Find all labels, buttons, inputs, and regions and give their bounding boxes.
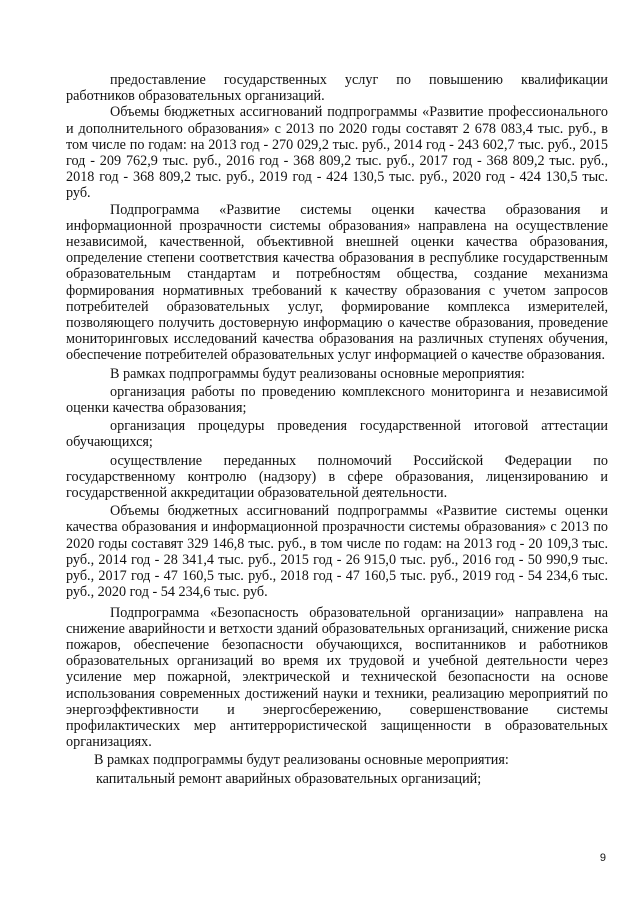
paragraph-activity-attestation: организация процедуры проведения государственной итоговой аттестации обучающихся; bbox=[66, 418, 608, 451]
paragraph-budget-quality-assessment: Объемы бюджетных ассигнований подпрограммы «Развитие системы оценки качества образования и информационной прозрачности системы образования» с 2013 по 2020 годы составят 329 146,8 тыс. руб., в том числе по годам: на 2013 год - 20 109,3 тыс. руб., 2014 год - 28 341,4 тыс. руб., 2015 год - 26 915,0 тыс. руб., 2016 год - 50 990,9 тыс. руб., 2017 год - 47 160,5 тыс. руб., 2018 год - 47 160,5 тыс. руб., 2019 год - 54 234,6 тыс. руб., 2020 год - 54 234,6 тыс. руб. bbox=[66, 503, 608, 601]
paragraph-intro-continuation: предоставление государственных услуг по повышению квалификации работников образовательных организаций. bbox=[66, 72, 608, 105]
page-number: 9 bbox=[599, 852, 606, 864]
paragraph-budget-professional-education: Объемы бюджетных ассигнований подпрограммы «Развитие профессионального и дополнительного образования» с 2013 по 2020 годы составят 2 678 083,4 тыс. руб., в том числе по годам: на 2013 год - 270 029,2 тыс. руб., 2014 год - 243 602,7 тыс. руб., 2015 год - 209 762,9 тыс. руб., 2016 год - 368 809,2 тыс. руб., 2017 год - 368 809,2 тыс. руб., 2018 год - 368 809,2 тыс. руб., 2019 год - 424 130,5 тыс. руб., 2020 год - 424 130,5 тыс. руб. bbox=[66, 104, 608, 202]
paragraph-quality-assessment-subprogram: Подпрограмма «Развитие системы оценки качества образования и информационной прозрачности системы образования» направлена на осуществление независимой, качественной, объективной внешней оценки качества образования, определение степени соответствия качества образования в республике государственным образовательным стандартам и потребностям общества, создание механизма формирования нормативных требований к качеству образования с учетом запросов потребителей образовательных услуг, формирование комплекса измерителей, позволяющего получить достоверную информацию о качестве образования, проведение мониторинговых исследований качества образования на различных ступенях обучения, обеспечение потребителей образовательных услуг информацией о качестве образования. bbox=[66, 201, 608, 364]
paragraph-activity-capital-repair: капитальный ремонт аварийных образовательных организаций; bbox=[96, 770, 482, 787]
paragraph-activities-intro: В рамках подпрограммы будут реализованы основные мероприятия: bbox=[110, 365, 525, 382]
paragraph-safety-subprogram: Подпрограмма «Безопасность образовательной организации» направлена на снижение аварийности и ветхости зданий образовательных организаций, снижение риска пожаров, обеспечение безопасности обучающихся, воспитанников и работников образовательных организаций во время их трудовой и учебной деятельности через усиление мер пожарной, электрической и технической безопасности на основе использования современных достижений науки и техники, реализацию мероприятий по энергоэффективности и энергосбережению, совершенствование системы профилактических мер антитеррористической защищенности в образовательных организациях. bbox=[66, 604, 608, 751]
paragraph-activity-monitoring: организация работы по проведению комплексного мониторинга и независимой оценки качества образования; bbox=[66, 383, 608, 417]
paragraph-activity-federal-powers: осуществление переданных полномочий Российской Федерации по государственному контролю (надзору) в сфере образования, лицензированию и государственной аккредитации образовательной деятельности. bbox=[66, 452, 608, 502]
paragraph-activities-intro-2: В рамках подпрограммы будут реализованы основные мероприятия: bbox=[94, 752, 509, 769]
